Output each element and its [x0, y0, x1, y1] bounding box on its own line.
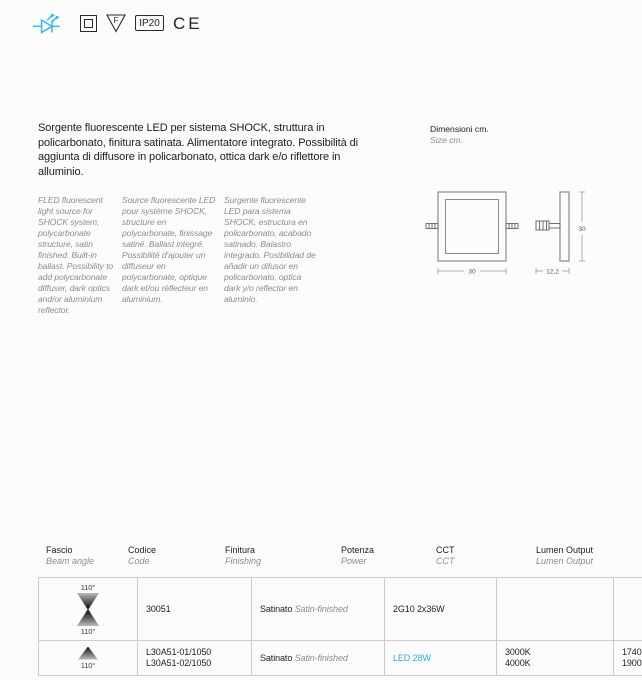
finish-cell	[252, 641, 385, 676]
certification-icons	[33, 12, 203, 34]
front-view-pins	[426, 224, 518, 229]
ip20-label: IP20	[139, 18, 160, 29]
header-cct-en: CCT	[436, 556, 455, 566]
lumen-value: 1900	[622, 658, 642, 668]
dimensions-title	[430, 124, 489, 145]
header-codice-it: Codice	[128, 545, 157, 555]
finish-cell	[252, 578, 385, 641]
dimensions-title-en: Size cm.	[430, 134, 463, 145]
header-lumen-it: Lumen Output	[536, 545, 594, 555]
main-description-it: Sorgente fluorescente LED per sistema SHOCK, struttura in policarbonato, finitura satinata. Alimentatore integrato. Possibilità di aggiunta di diffusore in policarbonato, ottica dark e/o riflettore in alluminio.	[38, 122, 358, 178]
beam-angle-cell	[39, 641, 138, 676]
finish-en: Satin-finished	[294, 604, 348, 614]
side-view-connector	[536, 221, 560, 230]
side-height-label: 30	[578, 226, 586, 233]
lumen-value: 1740	[622, 647, 642, 657]
cct-value: 4000K	[505, 658, 531, 668]
description-fr: Source fluorescente LED pour système SHOCK, structure en polycarbonate, finissage satiné. Ballast integré. Possibilité d'ajouter un diffuseur en polycarbonate, optique dark et/ou réflecteur en aluminium.	[122, 195, 216, 304]
header-fascio	[46, 545, 94, 567]
header-finitura-en: Finishing	[225, 556, 262, 566]
single-cone-icon	[78, 647, 98, 660]
header-potenza-it: Potenza	[341, 545, 375, 555]
beam-angle-top: 110°	[80, 583, 96, 592]
double-cone-icon	[77, 593, 99, 626]
power-cell	[385, 578, 497, 641]
beam-icon-single	[78, 647, 98, 670]
table-row	[39, 641, 642, 676]
code-cell	[138, 641, 252, 676]
header-lumen	[536, 545, 593, 567]
side-depth-label: 12,2	[546, 268, 559, 276]
technical-drawing	[422, 180, 622, 290]
product-table	[38, 577, 642, 676]
front-view	[438, 192, 506, 261]
lumen-cell	[614, 641, 642, 676]
front-width-label: 30	[468, 268, 476, 276]
header-finitura	[225, 545, 261, 567]
beam-angle-bottom: 110°	[80, 627, 96, 636]
cct-cell	[497, 578, 614, 641]
header-cct	[436, 545, 455, 567]
f-mark-icon	[106, 14, 126, 33]
beam-angle-bottom: 110°	[80, 660, 96, 670]
finish-en: Satin-finished	[294, 653, 348, 663]
finish-it: Satinato	[260, 653, 293, 663]
cct-value: 3000K	[505, 647, 531, 657]
header-potenza	[341, 545, 374, 567]
code-value: 30051	[146, 604, 171, 614]
code-cell	[138, 578, 252, 641]
class-ii-icon	[80, 15, 97, 32]
header-potenza-en: Power	[341, 556, 367, 566]
table-row	[39, 578, 642, 641]
code-value: L30A51-01/1050	[146, 647, 212, 657]
header-lumen-en: Lumen Output	[536, 556, 594, 566]
beam-angle-cell	[39, 578, 138, 641]
ce-mark: CE	[173, 13, 203, 33]
header-fascio-en: Beam angle	[46, 556, 95, 566]
beam-icon-double	[77, 583, 99, 636]
description-en: FLED fluorescent light source for SHOCK system, polycarbonate structure, satin finished. Built-in ballast. Possibility to add polycarbonate diffuser, dark optics and/or aluminium reflector.	[38, 195, 114, 315]
cct-cell	[497, 641, 614, 676]
power-cell	[385, 641, 497, 676]
finish-it: Satinato	[260, 604, 293, 614]
dimensions-title-it: Dimensioni cm.	[430, 124, 489, 134]
header-finitura-it: Finitura	[225, 545, 256, 555]
power-value: LED 28W	[393, 653, 431, 663]
power-value: 2G10 2x36W	[393, 604, 445, 614]
header-cct-it: CCT	[436, 545, 455, 555]
f-mark-letter: F	[113, 15, 119, 25]
led-diode-icon	[33, 12, 71, 34]
lumen-cell	[614, 578, 642, 641]
header-codice-en: Code	[128, 556, 150, 566]
code-value: L30A51-02/1050	[146, 658, 212, 668]
header-fascio-it: Fascio	[46, 545, 73, 555]
ip20-badge	[135, 15, 164, 31]
side-view	[560, 192, 569, 261]
header-codice	[128, 545, 156, 567]
description-es: Surgente fluorescente LED para sistema SHOCK, estructura en policarbonato, acabado satinado. Balastro integrado. Posibilidad de añadir un difusor en policarbonato, optica dark y/o reflector en aluminio.	[224, 195, 316, 304]
